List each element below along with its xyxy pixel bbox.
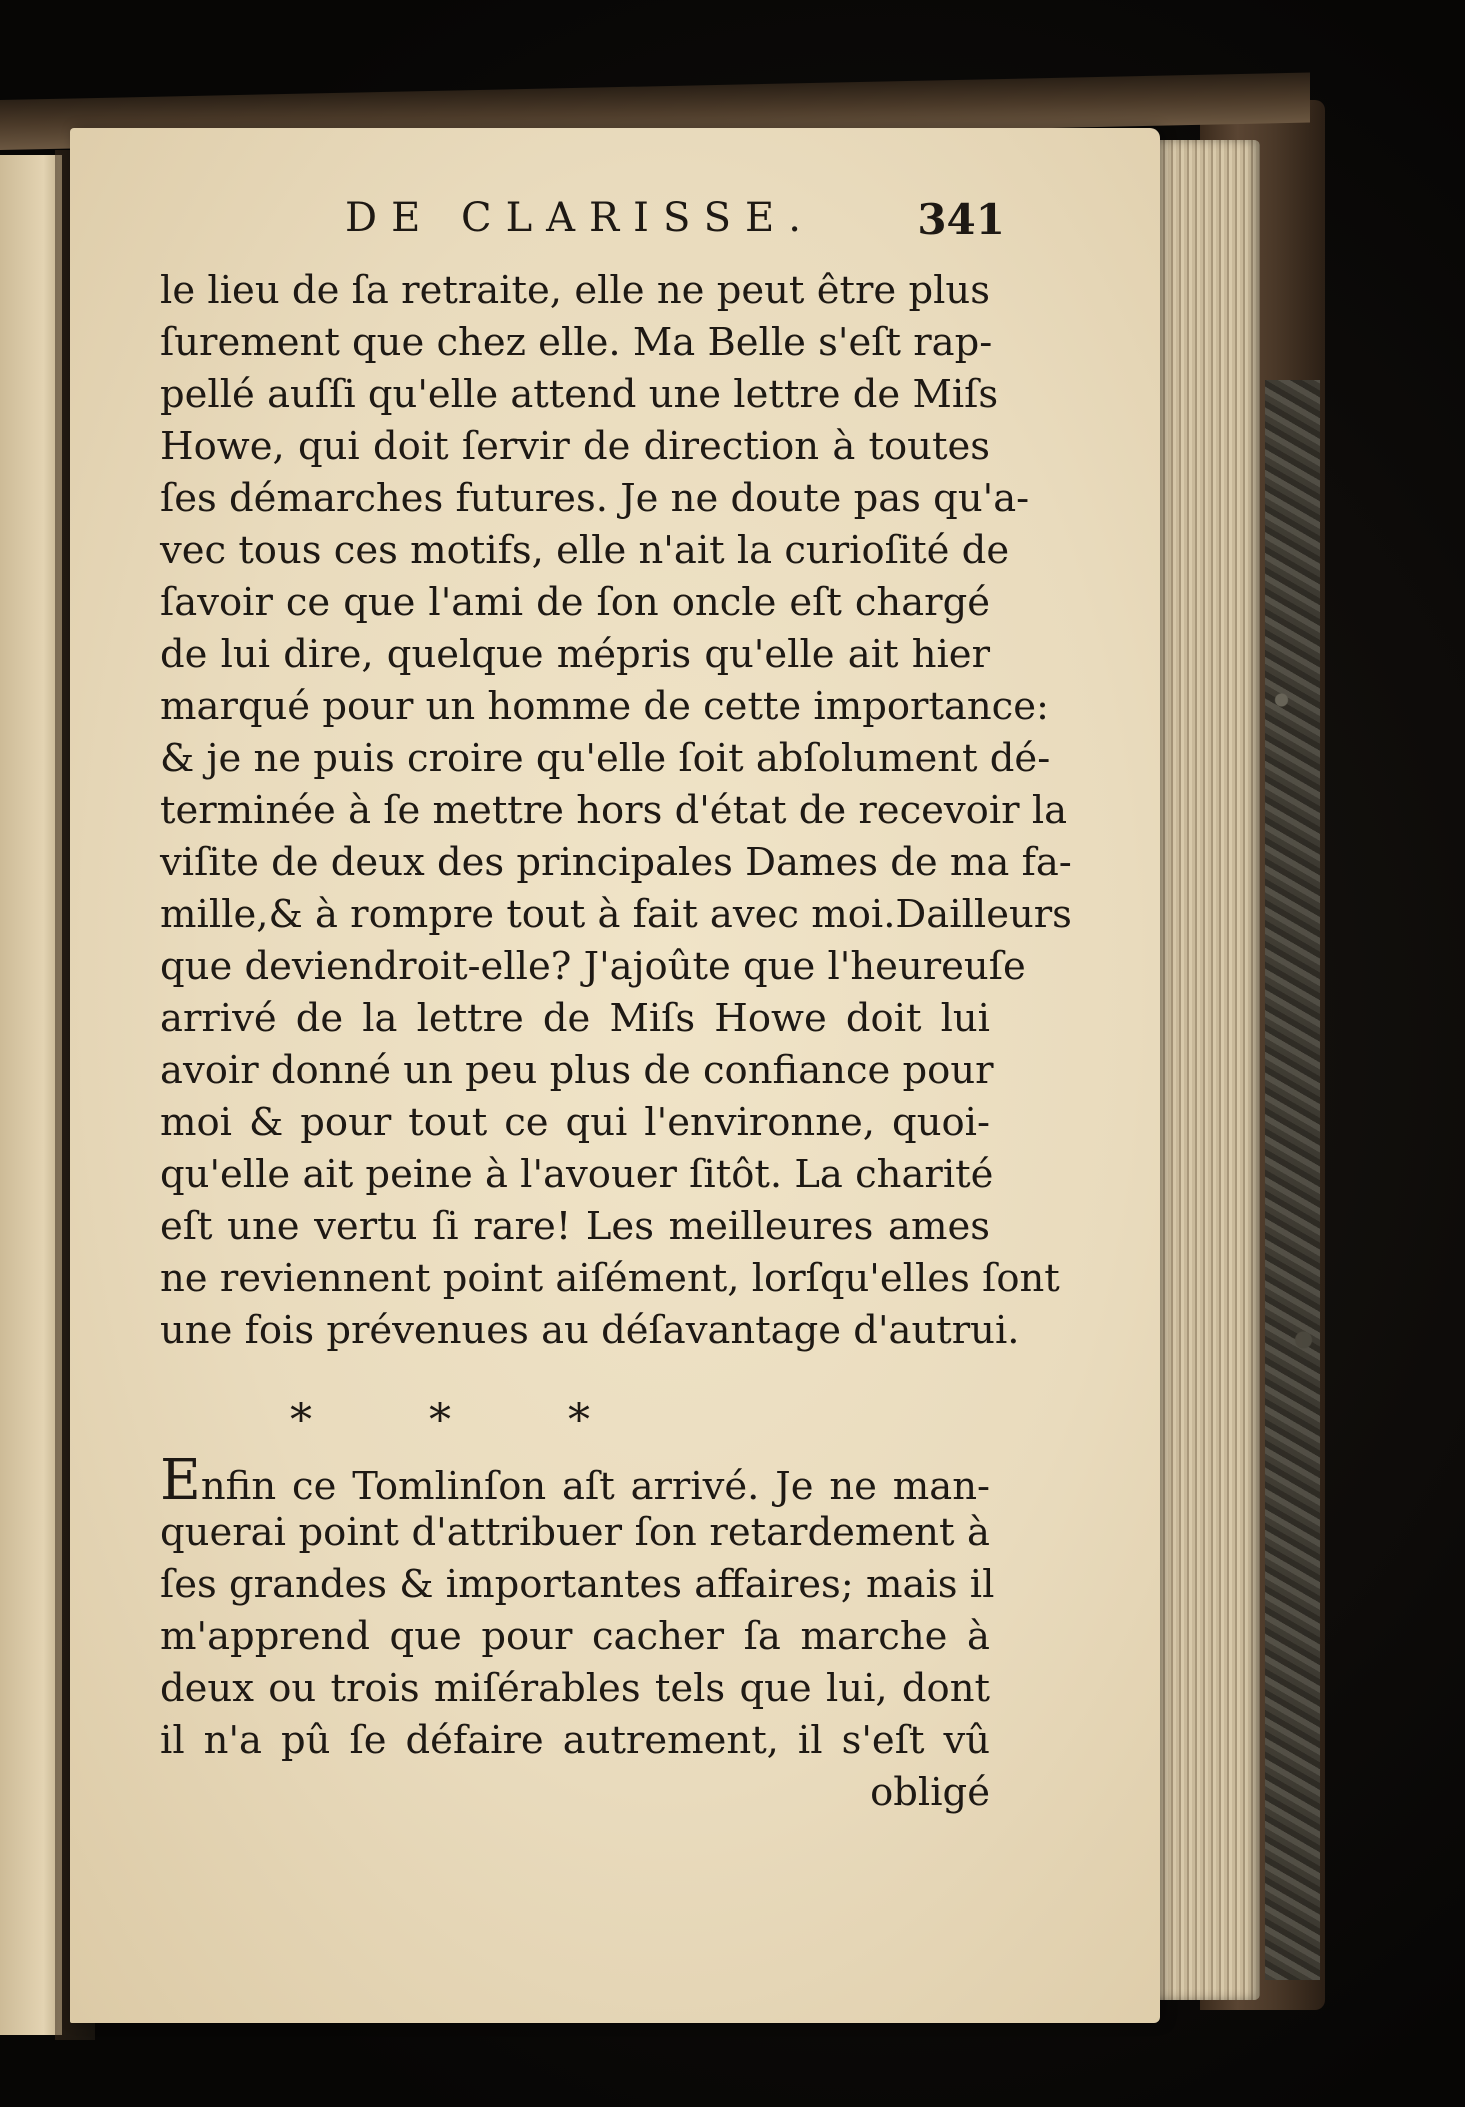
text-line: il n'a pû ſe défaire autrement, il s'eſt vû [160,1718,990,1763]
left-facing-page [0,155,62,2035]
separator-star: * [429,1395,451,1446]
text-line: pellé auſſi qu'elle attend une lettre de Miſs [160,372,999,417]
text-line: avoir donné un peu plus de confiance pour [160,1048,994,1093]
text-line: de lui dire, quelque mépris qu'elle ait hier [160,632,990,677]
text-line: arrivé de la lettre de Miſs Howe doit lui [160,996,990,1041]
text-line: ſes grandes & importantes affaires; mais il [160,1562,995,1607]
page-header [345,195,1005,255]
drop-cap: E [160,1448,201,1513]
text-line: le lieu de ſa retraite, elle ne peut être plus [160,268,990,313]
text-line: terminée à ſe mettre hors d'état de recevoir la [160,788,1068,833]
text-line: ſavoir ce que l'ami de ſon oncle eſt chargé [160,580,990,625]
section-separator [290,1395,590,1446]
text-line: viſite de deux des principales Dames de ma fa- [160,840,1072,885]
text-line: qu'elle ait peine à l'avouer ſitôt. La charité [160,1152,994,1197]
separator-star: * [568,1395,590,1446]
text-line: ſurement que chez elle. Ma Belle s'eſt rap- [160,320,993,365]
page-number: 341 [917,195,1005,244]
separator-star: * [290,1395,312,1446]
text-line: eſt une vertu ſi rare! Les meilleures ames [160,1204,990,1249]
text-line: & je ne puis croire qu'elle ſoit abſolument dé- [160,736,1051,781]
text-line: marqué pour un homme de cette importance: [160,684,1049,729]
text-line: querai point d'attribuer ſon retardement à [160,1510,990,1555]
text-line: m'apprend que pour cacher ſa marche à [160,1614,990,1659]
text-line: vec tous ces motifs, elle n'ait la curioſité de [160,528,1010,573]
text-line: que deviendroit-elle? J'ajoûte que l'heureuſe [160,944,1026,989]
text-line: moi & pour tout ce qui l'environne, quoi- [160,1100,990,1145]
text-line: une fois prévenues au déſavantage d'autrui. [160,1308,1020,1353]
text-line-dropcap [160,1448,990,1513]
text-line: ſes démarches futures. Je ne doute pas qu'a- [160,476,1030,521]
catchword: obligé [870,1770,990,1815]
text-line: ne reviennent point aiſément, lorſqu'elles ſont [160,1256,1060,1301]
marbled-cover-edge [1265,380,1320,1980]
text-line: Howe, qui doit ſervir de direction à toutes [160,424,990,469]
first-line-rest: nfin ce Tomlinſon aſt arrivé. Je ne man- [200,1464,990,1509]
running-title: DE CLARISSE. [345,195,815,241]
text-line: deux ou trois miſérables tels que lui, dont [160,1666,990,1711]
text-line: mille,& à rompre tout à fait avec moi.Dailleurs [160,892,1072,937]
